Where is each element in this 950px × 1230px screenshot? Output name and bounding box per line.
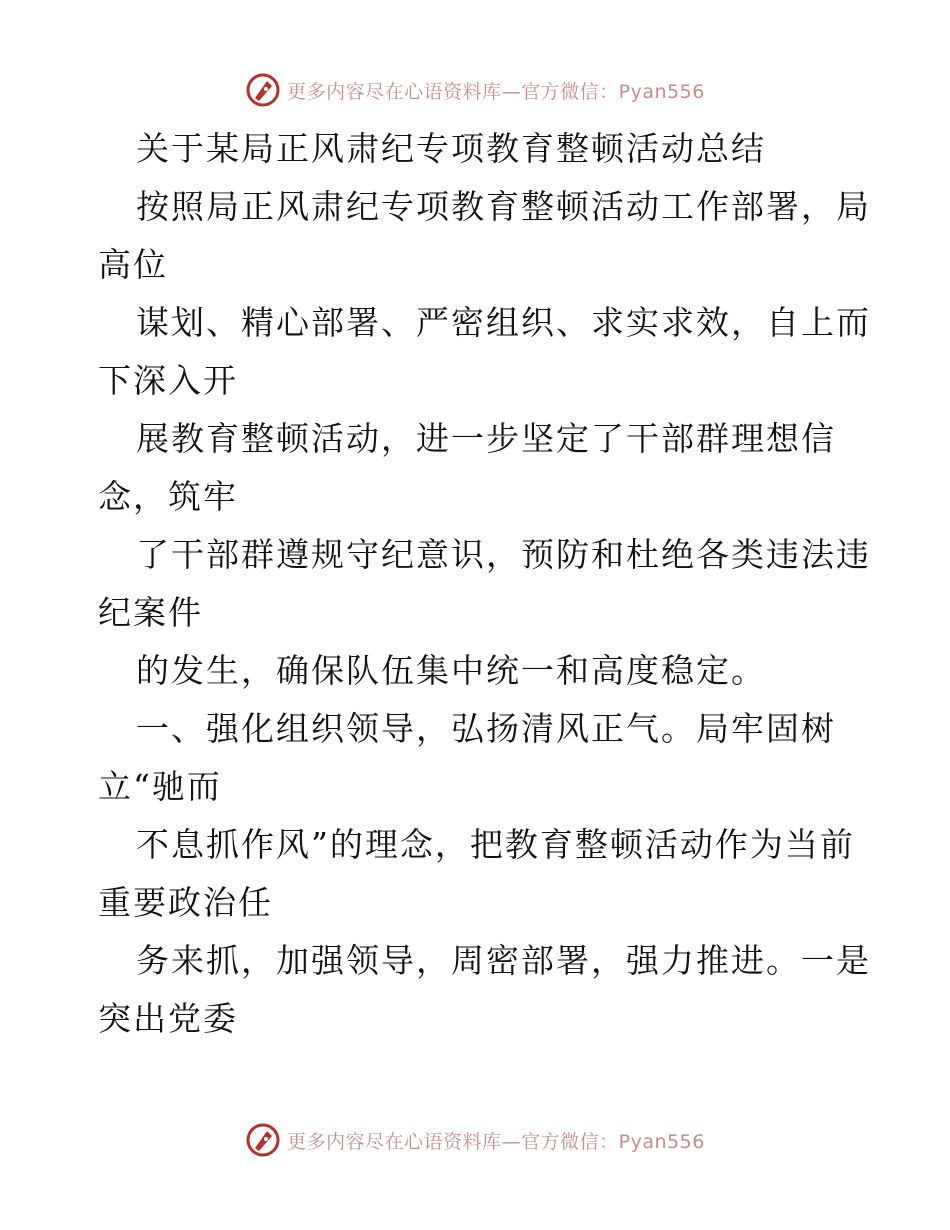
document-body — [98, 120, 871, 1048]
text-line: 不息抓作风”的理念，把教育整顿活动作为当前 — [136, 825, 855, 864]
text-line: 下深入开 — [98, 361, 238, 400]
pen-nib-logo-icon — [245, 1122, 281, 1158]
watermark-header — [0, 68, 950, 112]
watermark-text: 更多内容尽在心语资料库—官方微信：Pyan556 — [287, 1130, 705, 1153]
pen-nib-logo-icon — [245, 72, 281, 108]
text-line: 纪案件 — [98, 593, 203, 632]
text-line: 高位 — [98, 245, 168, 284]
text-line: 立“驰而 — [98, 767, 222, 806]
text-line: 突出党委 — [98, 999, 238, 1038]
document-title: 关于某局正风肃纪专项教育整顿活动总结 — [136, 129, 766, 168]
section-heading-line: 一、强化组织领导，弘扬清风正气。局牢固树 — [136, 709, 836, 748]
watermark-text: 更多内容尽在心语资料库—官方微信：Pyan556 — [287, 80, 705, 103]
watermark-footer — [0, 1118, 950, 1162]
text-line: 的发生，确保队伍集中统一和高度稳定。 — [136, 651, 766, 690]
text-line: 了干部群遵规守纪意识，预防和杜绝各类违法违 — [136, 535, 871, 574]
text-line: 念，筑牢 — [98, 477, 238, 516]
text-line: 按照局正风肃纪专项教育整顿活动工作部署，局 — [136, 187, 871, 226]
text-line: 谋划、精心部署、严密组织、求实求效，自上而 — [136, 303, 871, 342]
text-line: 重要政治任 — [98, 883, 273, 922]
text-line: 展教育整顿活动，进一步坚定了干部群理想信 — [136, 419, 836, 458]
text-line: 务来抓，加强领导，周密部署，强力推进。一是 — [136, 941, 871, 980]
